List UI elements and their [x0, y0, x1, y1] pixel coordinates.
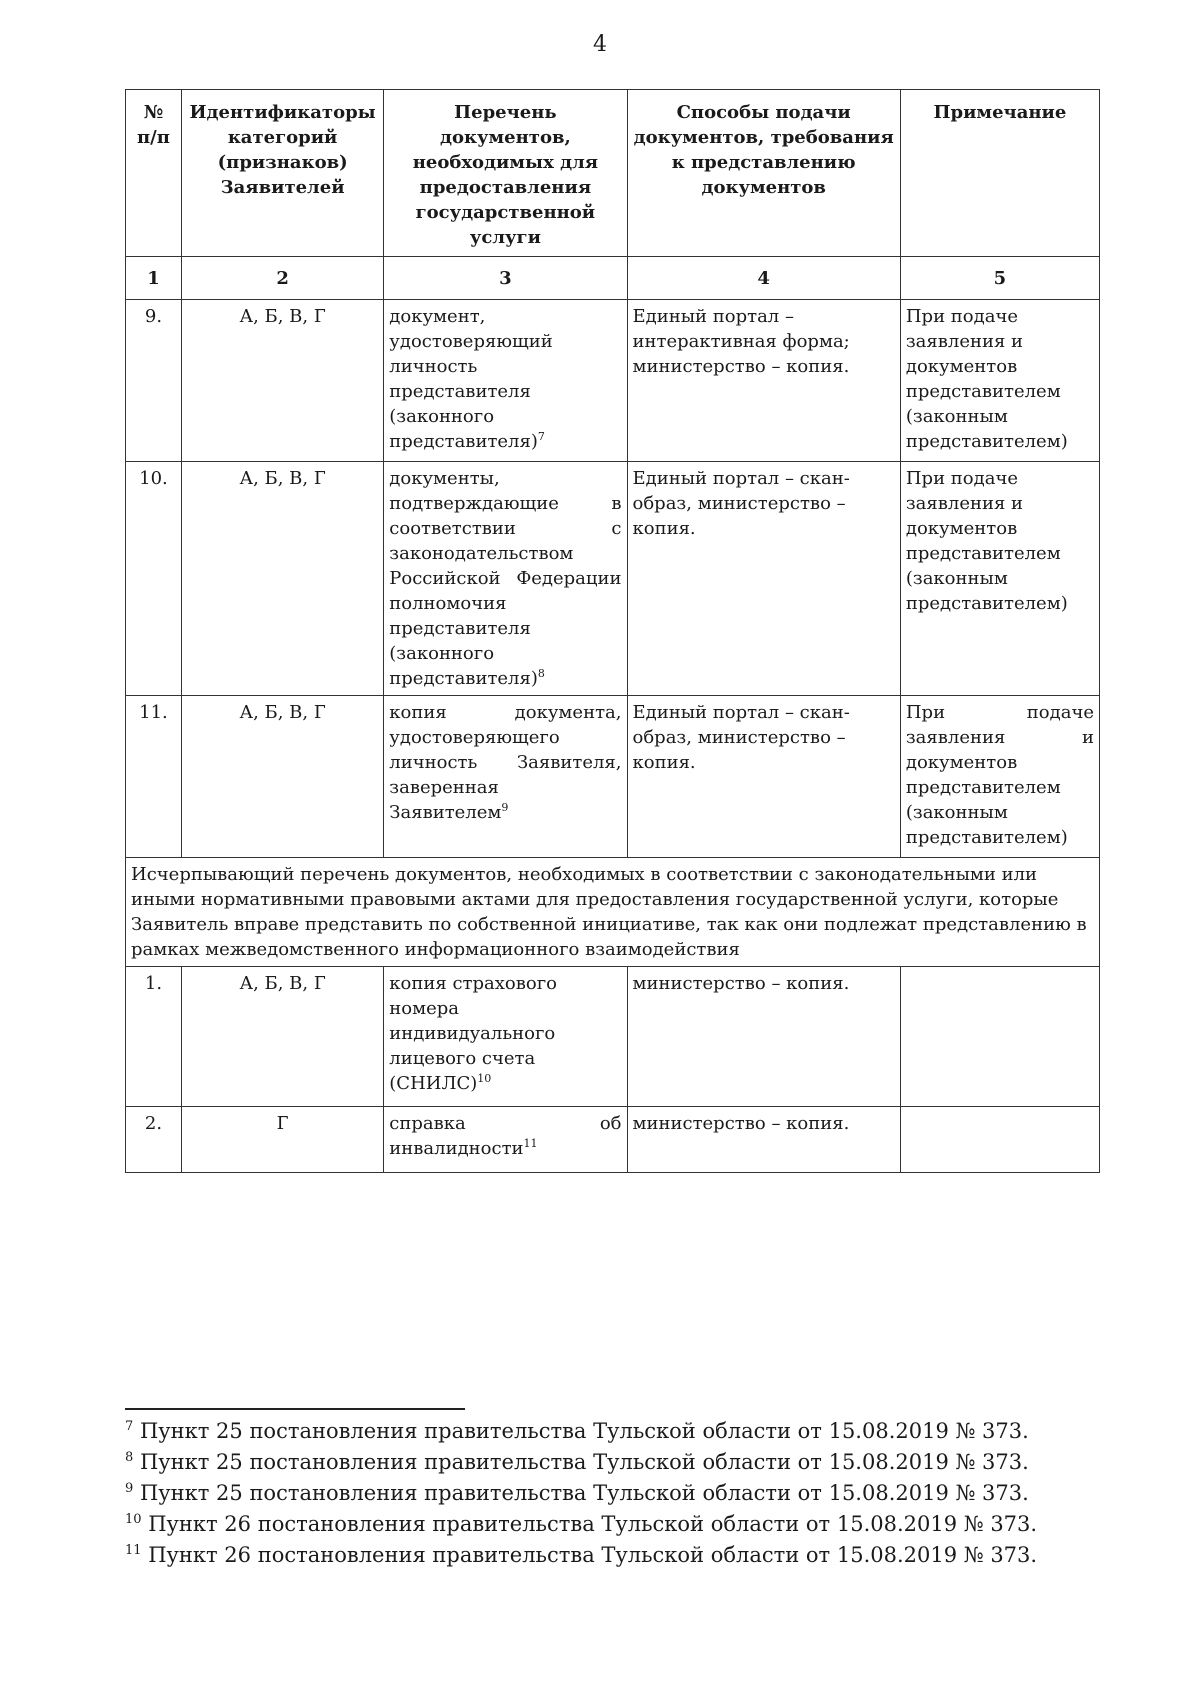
document-text: копия страхового номера индивидуального лицевого счета (СНИЛС): [389, 973, 557, 1094]
row-method: Единый портал – скан-образ, министерство – копия.: [627, 696, 900, 858]
column-number: 4: [627, 257, 900, 300]
row-identifiers: Г: [181, 1107, 383, 1173]
footnote-ref: 7: [537, 430, 545, 443]
footnote: [125, 1478, 1105, 1509]
table-row: [126, 696, 1100, 858]
footnote-mark: 10: [125, 1512, 142, 1527]
header-documents: Перечень документов, необходимых для предоставления государственной услуги: [384, 90, 627, 257]
row-method: министерство – копия.: [627, 967, 900, 1107]
footnote: [125, 1447, 1105, 1478]
row-document: [384, 300, 627, 462]
footnote-mark: 11: [125, 1543, 142, 1558]
row-note: При подаче заявления и документов представителем (законным представителем): [900, 300, 1099, 462]
footnote-ref: 8: [537, 667, 545, 680]
header-identifiers: Идентификаторы категорий (признаков) Заявителей: [181, 90, 383, 257]
footnote-mark: 7: [125, 1419, 134, 1434]
table-header-row: [126, 90, 1100, 257]
document-text: документы, подтверждающие в соответствии с законодательством Российской Федерации полномочия представителя (законного представителя): [389, 468, 622, 689]
column-number: 5: [900, 257, 1099, 300]
row-number: 1.: [126, 967, 182, 1107]
row-identifiers: А, Б, В, Г: [181, 696, 383, 858]
footnote-mark: 9: [125, 1481, 134, 1496]
documents-table: [125, 89, 1100, 1173]
document-text: документ, удостоверяющий личность представителя (законного представителя): [389, 306, 553, 452]
row-note: [900, 967, 1099, 1107]
header-note: Примечание: [900, 90, 1099, 257]
page-number: 4: [593, 32, 607, 57]
table-row: [126, 462, 1100, 696]
document-text: копия документа, удостоверяющего личность Заявителя, заверенная Заявителем: [389, 702, 622, 823]
footnote-text: Пункт 26 постановления правительства Тульской области от 15.08.2019 № 373.: [141, 1512, 1038, 1536]
column-number: 2: [181, 257, 383, 300]
footnote-divider: [125, 1408, 465, 1410]
row-note: При подаче заявления и документов представителем (законным представителем): [900, 462, 1099, 696]
row-identifiers: А, Б, В, Г: [181, 967, 383, 1107]
footnote: [125, 1540, 1105, 1571]
row-method: Единый портал – скан-образ, министерство – копия.: [627, 462, 900, 696]
row-document: [384, 1107, 627, 1173]
column-number: 1: [126, 257, 182, 300]
header-number: № п/п: [126, 90, 182, 257]
footnote-text: Пункт 25 постановления правительства Тульской области от 15.08.2019 № 373.: [133, 1450, 1029, 1474]
footnotes: [125, 1416, 1105, 1571]
table-row: [126, 300, 1100, 462]
footnote-text: Пункт 25 постановления правительства Тульской области от 15.08.2019 № 373.: [133, 1419, 1029, 1443]
footnote-ref: 11: [523, 1137, 538, 1150]
footnote-text: Пункт 25 постановления правительства Тульской области от 15.08.2019 № 373.: [133, 1481, 1029, 1505]
row-document: [384, 967, 627, 1107]
row-document: [384, 696, 627, 858]
row-number: 2.: [126, 1107, 182, 1173]
footnote-text: Пункт 26 постановления правительства Тульской области от 15.08.2019 № 373.: [141, 1543, 1038, 1567]
footnote-ref: 9: [501, 801, 509, 814]
section-heading: Исчерпывающий перечень документов, необходимых в соответствии с законодательными или иными нормативными правовыми актами для предоставления государственной услуги, которые Заявитель вправе представить по собственной инициативе, так как они подлежат представлению в рамках межведомственного информационного взаимодействия: [126, 858, 1100, 967]
column-number: 3: [384, 257, 627, 300]
row-method: министерство – копия.: [627, 1107, 900, 1173]
row-number: 10.: [126, 462, 182, 696]
row-note: При подаче заявления и документов представителем (законным представителем): [900, 696, 1099, 858]
section-heading-row: [126, 858, 1100, 967]
row-number: 11.: [126, 696, 182, 858]
document-text: справка об инвалидности: [389, 1113, 622, 1159]
table-row: [126, 1107, 1100, 1173]
row-number: 9.: [126, 300, 182, 462]
header-methods: Способы подачи документов, требования к представлению документов: [627, 90, 900, 257]
row-note: [900, 1107, 1099, 1173]
footnote: [125, 1509, 1105, 1540]
column-numbers-row: [126, 257, 1100, 300]
footnote-ref: 10: [477, 1072, 492, 1085]
footnote: [125, 1416, 1105, 1447]
row-identifiers: А, Б, В, Г: [181, 462, 383, 696]
row-method: Единый портал – интерактивная форма; министерство – копия.: [627, 300, 900, 462]
footnote-mark: 8: [125, 1450, 134, 1465]
table-row: [126, 967, 1100, 1107]
row-identifiers: А, Б, В, Г: [181, 300, 383, 462]
row-document: [384, 462, 627, 696]
